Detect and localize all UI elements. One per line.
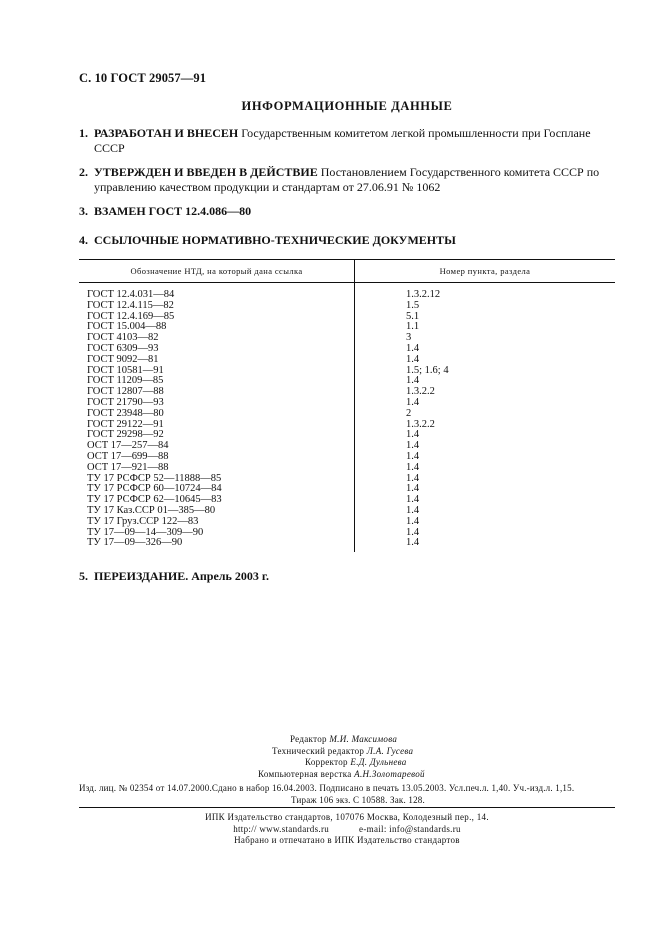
ntd-designation: ГОСТ 23948—80 <box>79 409 355 420</box>
item-lead: РАЗРАБОТАН И ВНЕСЕН <box>94 126 239 140</box>
table-row <box>79 538 615 552</box>
clause-number: 1.4 <box>406 504 420 516</box>
table-row <box>79 322 615 333</box>
credit-editor <box>258 734 518 746</box>
clause-number: 1.4 <box>406 429 420 441</box>
publisher-contacts <box>79 824 615 836</box>
item-number: 1. <box>79 126 88 140</box>
ntd-designation: ГОСТ 12807—88 <box>79 387 355 398</box>
imprint-line-2: Тираж 106 экз. С 10588. Зак. 128. <box>291 794 425 805</box>
item-text: Государственным комитетом легкой промышленности при Госплане <box>241 126 591 140</box>
ntd-designation: ТУ 17 РСФСР 60—10724—84 <box>79 484 355 495</box>
item-text: Постановлением Государственного комитета СССР по <box>320 165 600 179</box>
item-text-cont: СССР <box>94 141 125 155</box>
item-lead: УТВЕРЖДЕН И ВВЕДЕН В ДЕЙСТВИЕ <box>94 165 318 179</box>
item-text-cont: управлению качеством продукции и стандартам от 27.06.91 № 1062 <box>94 180 441 194</box>
page-header: С. 10 ГОСТ 29057—91 <box>79 71 207 85</box>
clause-number: 1.4 <box>406 461 420 473</box>
item-lead: ПЕРЕИЗДАНИЕ. Апрель 2003 г. <box>94 569 269 583</box>
clause-number: 1.5 <box>406 299 420 311</box>
imprint-block <box>79 783 619 806</box>
ntd-designation: ОСТ 17—699—88 <box>79 452 355 463</box>
ntd-designation: ТУ 17—09—14—309—90 <box>79 528 355 539</box>
ntd-designation: ОСТ 17—921—88 <box>79 463 355 474</box>
credit-corrector <box>258 757 518 769</box>
ntd-designation: ГОСТ 12.4.031—84 <box>79 283 355 301</box>
clause-number: 3 <box>406 332 412 344</box>
clause-number: 1.3.2.12 <box>406 289 441 300</box>
credit-name: Е.Д. Дульнева <box>350 757 407 767</box>
ntd-designation: ТУ 17—09—326—90 <box>79 538 355 552</box>
credit-label: Технический редактор <box>272 745 365 756</box>
credit-layout <box>258 769 518 781</box>
clause-number: 1.4 <box>406 494 420 506</box>
reference-documents-table <box>79 259 615 552</box>
credit-name: М.И. Максимова <box>329 734 398 744</box>
clause-number: 1.4 <box>406 537 420 549</box>
column-header-designation: Обозначение НТД, на который дана ссылка <box>79 260 355 283</box>
credit-label: Компьютерная верстка <box>258 768 352 779</box>
ntd-designation: ГОСТ 29122—91 <box>79 420 355 431</box>
clause-number: 1.3.2.2 <box>406 418 435 430</box>
table-row <box>79 409 615 420</box>
ntd-designation: ГОСТ 12.4.115—82 <box>79 301 355 312</box>
ntd-designation: ГОСТ 29298—92 <box>79 430 355 441</box>
clause-number: 1.4 <box>406 450 420 462</box>
section-title: ИНФОРМАЦИОННЫЕ ДАННЫЕ <box>241 99 453 113</box>
ntd-designation: ГОСТ 6309—93 <box>79 344 355 355</box>
ntd-designation: ОСТ 17—257—84 <box>79 441 355 452</box>
ntd-designation: ГОСТ 9092—81 <box>79 355 355 366</box>
publisher-printer: Набрано и отпечатано в ИПК Издательство стандартов <box>234 835 460 845</box>
item-number: 5. <box>79 569 88 583</box>
clause-number: 1.4 <box>406 483 420 495</box>
ntd-designation: ГОСТ 10581—91 <box>79 366 355 377</box>
clause-number: 1.4 <box>406 515 420 527</box>
table-row <box>79 301 615 312</box>
info-item-5 <box>79 569 619 584</box>
ntd-designation: ТУ 17 РСФСР 62—10645—83 <box>79 495 355 506</box>
table-row <box>79 355 615 366</box>
clause-number: 1.1 <box>406 321 420 333</box>
clause-number: 1.4 <box>406 440 420 452</box>
table-header-row <box>79 260 615 283</box>
item-lead: ВЗАМЕН ГОСТ 12.4.086—80 <box>94 204 252 218</box>
item-lead: ССЫЛОЧНЫЕ НОРМАТИВНО-ТЕХНИЧЕСКИЕ ДОКУМЕНТЫ <box>94 233 456 247</box>
table-row <box>79 283 615 301</box>
ntd-designation: ГОСТ 21790—93 <box>79 398 355 409</box>
website-link[interactable]: http:// www.standards.ru <box>233 823 330 834</box>
ntd-designation: ГОСТ 12.4.169—85 <box>79 312 355 323</box>
item-number: 3. <box>79 204 88 218</box>
clause-number: 2 <box>406 407 412 419</box>
credit-name: Л.А. Гусева <box>366 745 414 756</box>
clause-number: 5.1 <box>406 310 420 322</box>
clause-number: 1.4 <box>406 396 420 408</box>
clause-number: 1.4 <box>406 353 420 365</box>
clause-number: 1.5; 1.6; 4 <box>406 364 449 376</box>
ntd-designation: ГОСТ 4103—82 <box>79 333 355 344</box>
info-item-2 <box>79 165 619 195</box>
info-item-3 <box>79 204 619 219</box>
table-row <box>79 463 615 474</box>
column-header-clause: Номер пункта, раздела <box>355 260 616 283</box>
credit-tech-editor <box>258 746 518 758</box>
ntd-designation: ГОСТ 15.004—88 <box>79 322 355 333</box>
clause-number: 1.3.2.2 <box>406 386 435 398</box>
email-link[interactable]: e-mail: info@standards.ru <box>359 823 461 834</box>
table-row <box>79 333 615 344</box>
ntd-designation: ТУ 17 Каз.ССР 01—385—80 <box>79 506 355 517</box>
clause-number: 1.4 <box>406 526 420 538</box>
table-row <box>79 344 615 355</box>
credit-name: А.Н.Золотаревой <box>354 768 425 779</box>
clause-number: 1.4 <box>406 375 420 387</box>
credit-label: Редактор <box>290 734 327 744</box>
info-item-4 <box>79 233 619 248</box>
item-number: 4. <box>79 233 88 247</box>
clause-number: 1.4 <box>406 472 420 484</box>
table-row <box>79 517 615 528</box>
table-body <box>79 283 615 553</box>
item-number: 2. <box>79 165 88 179</box>
info-item-1 <box>79 126 619 156</box>
clause-number: 1.4 <box>406 342 420 354</box>
publisher-address: ИПК Издательство стандартов, 107076 Москва, Колодезный пер., 14. <box>205 812 489 822</box>
divider <box>79 807 615 808</box>
publisher-block <box>79 812 615 847</box>
ntd-designation: ТУ 17 РСФСР 52—11888—85 <box>79 474 355 485</box>
ntd-designation: ГОСТ 11209—85 <box>79 376 355 387</box>
ntd-designation: ТУ 17 Груз.ССР 122—83 <box>79 517 355 528</box>
credit-label: Корректор <box>305 757 348 767</box>
credits-block <box>258 734 518 780</box>
imprint-line-1: Изд. лиц. № 02354 от 14.07.2000.Сдано в набор 16.04.2003. Подписано в печать 13.05.2003. Усл.печ.л. 1,40. Уч.-изд.л. 1,15. <box>79 783 575 793</box>
